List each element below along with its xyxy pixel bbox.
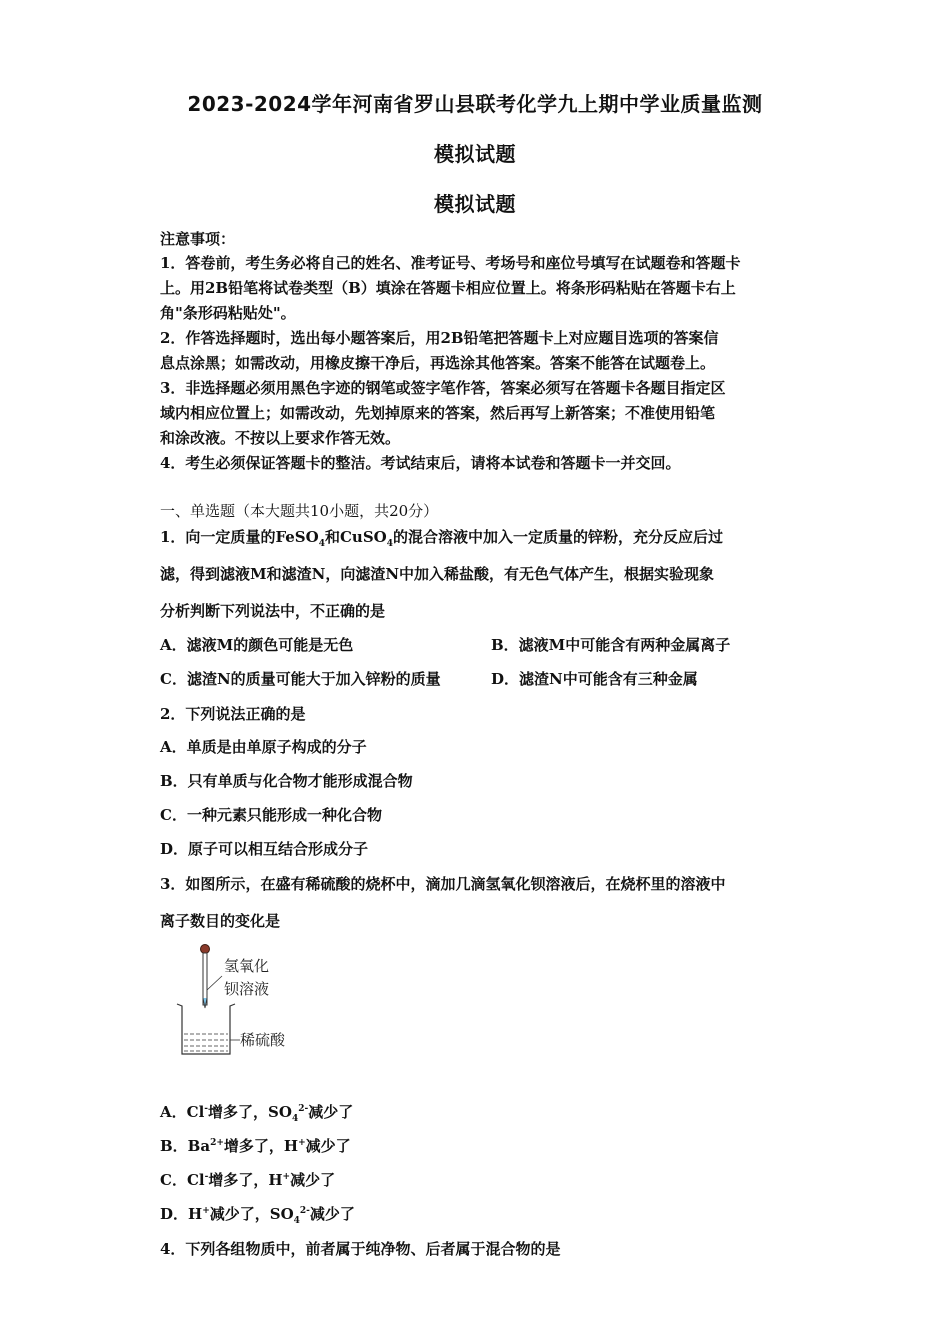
notice-line: 和涂改液。不按以上要求作答无效。 bbox=[160, 429, 401, 447]
q3-option-c[interactable] bbox=[160, 1169, 335, 1190]
q3c-text: 减少了 bbox=[290, 1171, 336, 1189]
q1-option-b[interactable]: B．滤液M中可能含有两种金属离子 bbox=[491, 636, 731, 654]
dropper-label-line2: 钡溶液 bbox=[224, 980, 270, 998]
notice-line: 上。用2B铅笔将试卷类型（B）填涂在答题卡相应位置上。将条形码粘贴在答题卡右上 bbox=[160, 279, 736, 297]
notice-line: 3．非选择题必须用黑色字迹的钢笔或签字笔作答，答案必须写在答题卡各题目指定区 bbox=[160, 379, 726, 397]
q3d-text: 减少了，SO bbox=[209, 1205, 294, 1223]
q2-option-b[interactable]: B．只有单质与化合物才能形成混合物 bbox=[160, 772, 413, 790]
notice-line: 1．答卷前，考生务必将自己的姓名、准考证号、考场号和座位号填写在试题卷和答题卡 bbox=[160, 254, 741, 272]
q1-text: 的混合溶液中加入一定质量的锌粉，充分反应后过 bbox=[393, 528, 724, 546]
q2-option-a[interactable]: A．单质是由单原子构成的分子 bbox=[160, 738, 367, 756]
dropper-tip bbox=[203, 998, 207, 1008]
beaker bbox=[177, 1004, 235, 1054]
q3d-text: D．H bbox=[160, 1205, 203, 1223]
q2-option-d[interactable]: D．原子可以相互结合形成分子 bbox=[160, 840, 369, 858]
notice-line: 息点涂黑；如需改动，用橡皮擦干净后，再选涂其他答案。答案不能答在试题卷上。 bbox=[160, 354, 716, 372]
q1-option-d[interactable]: D．滤渣N中可能含有三种金属 bbox=[491, 670, 698, 688]
beaker-dropper-figure bbox=[172, 940, 312, 1060]
notice-line: 2．作答选择题时，选出每小题答案后，用2B铅笔把答题卡上对应题目选项的答案信 bbox=[160, 329, 719, 347]
question-1-stem bbox=[160, 526, 800, 547]
q1-subscript: 4 bbox=[318, 539, 325, 549]
dropper-bulb bbox=[201, 945, 210, 954]
q3d-sub: 4 bbox=[293, 1216, 300, 1226]
q3a-sup: - bbox=[204, 1104, 209, 1114]
q3a-text: 减少了 bbox=[308, 1103, 354, 1121]
q2-option-c[interactable]: C．一种元素只能形成一种化合物 bbox=[160, 806, 382, 824]
notice-line: 4．考生必须保证答题卡的整洁。考试结束后，请将本试卷和答题卡一并交回。 bbox=[160, 454, 681, 472]
beaker-label: 稀硫酸 bbox=[240, 1031, 286, 1049]
q1-text: 和CuSO bbox=[324, 528, 387, 546]
q3a-sub: 4 bbox=[291, 1114, 299, 1124]
q1-subscript: 4 bbox=[386, 539, 393, 549]
question-1-stem-line2: 滤，得到滤液M和滤渣N，向滤渣N中加入稀盐酸，有无色气体产生，根据实验现象 bbox=[160, 565, 715, 583]
q1-option-a[interactable]: A．滤液M的颜色可能是无色 bbox=[160, 636, 354, 654]
dropper-label-line1: 氢氧化 bbox=[224, 957, 270, 975]
exam-title: 2023-2024学年河南省罗山县联考化学九上期中学业质量监测 bbox=[187, 92, 763, 116]
notice-line: 角"条形码粘贴处"。 bbox=[160, 304, 296, 322]
q3c-text: 增多了，H bbox=[208, 1171, 283, 1189]
question-2-stem: 2．下列说法正确的是 bbox=[160, 705, 306, 723]
dropper-tube bbox=[203, 953, 207, 1005]
q3c-sup: - bbox=[204, 1172, 209, 1182]
q3-option-b[interactable] bbox=[160, 1135, 351, 1156]
q3b-text: B．Ba bbox=[160, 1137, 211, 1155]
question-3-stem-line2: 离子数目的变化是 bbox=[160, 912, 281, 930]
exam-subtitle: 模拟试题 bbox=[434, 142, 516, 166]
notice-line: 域内相应位置上；如需改动，先划掉原来的答案，然后再写上新答案；不准使用铅笔 bbox=[160, 404, 716, 422]
section-heading: 一、单选题（本大题共10小题，共20分） bbox=[160, 502, 439, 520]
question-4-stem: 4．下列各组物质中，前者属于纯净物、后者属于混合物的是 bbox=[160, 1240, 561, 1258]
q3d-sup: + bbox=[202, 1206, 210, 1216]
notice-heading: 注意事项： bbox=[160, 230, 236, 248]
q3c-text: C．Cl bbox=[160, 1171, 205, 1189]
q3b-sup: + bbox=[298, 1138, 306, 1148]
dropper-leader-line bbox=[207, 976, 222, 990]
question-1-stem-line3: 分析判断下列说法中，不正确的是 bbox=[160, 602, 386, 620]
question-3-stem: 3．如图所示，在盛有稀硫酸的烧杯中，滴加几滴氢氧化钡溶液后，在烧杯里的溶液中 bbox=[160, 875, 726, 893]
q1-text: 1．向一定质量的FeSO bbox=[160, 528, 319, 546]
q3a-text: A．Cl bbox=[160, 1103, 205, 1121]
beaker-liquid bbox=[184, 1034, 228, 1051]
q3d-sup: 2- bbox=[299, 1206, 310, 1216]
q3-option-a[interactable] bbox=[160, 1101, 353, 1122]
q3d-text: 减少了 bbox=[309, 1205, 355, 1223]
q3b-sup: 2+ bbox=[210, 1138, 224, 1148]
q3c-sup: + bbox=[282, 1172, 291, 1182]
q3b-text: 增多了，H bbox=[223, 1137, 299, 1155]
exam-subtitle-repeat: 模拟试题 bbox=[434, 192, 516, 216]
q3a-sup: 2- bbox=[298, 1104, 309, 1114]
q3-option-d[interactable] bbox=[160, 1203, 355, 1224]
q1-option-c[interactable]: C．滤渣N的质量可能大于加入锌粉的质量 bbox=[160, 670, 441, 688]
q3b-text: 减少了 bbox=[305, 1137, 351, 1155]
q3a-text: 增多了，SO bbox=[208, 1103, 292, 1121]
